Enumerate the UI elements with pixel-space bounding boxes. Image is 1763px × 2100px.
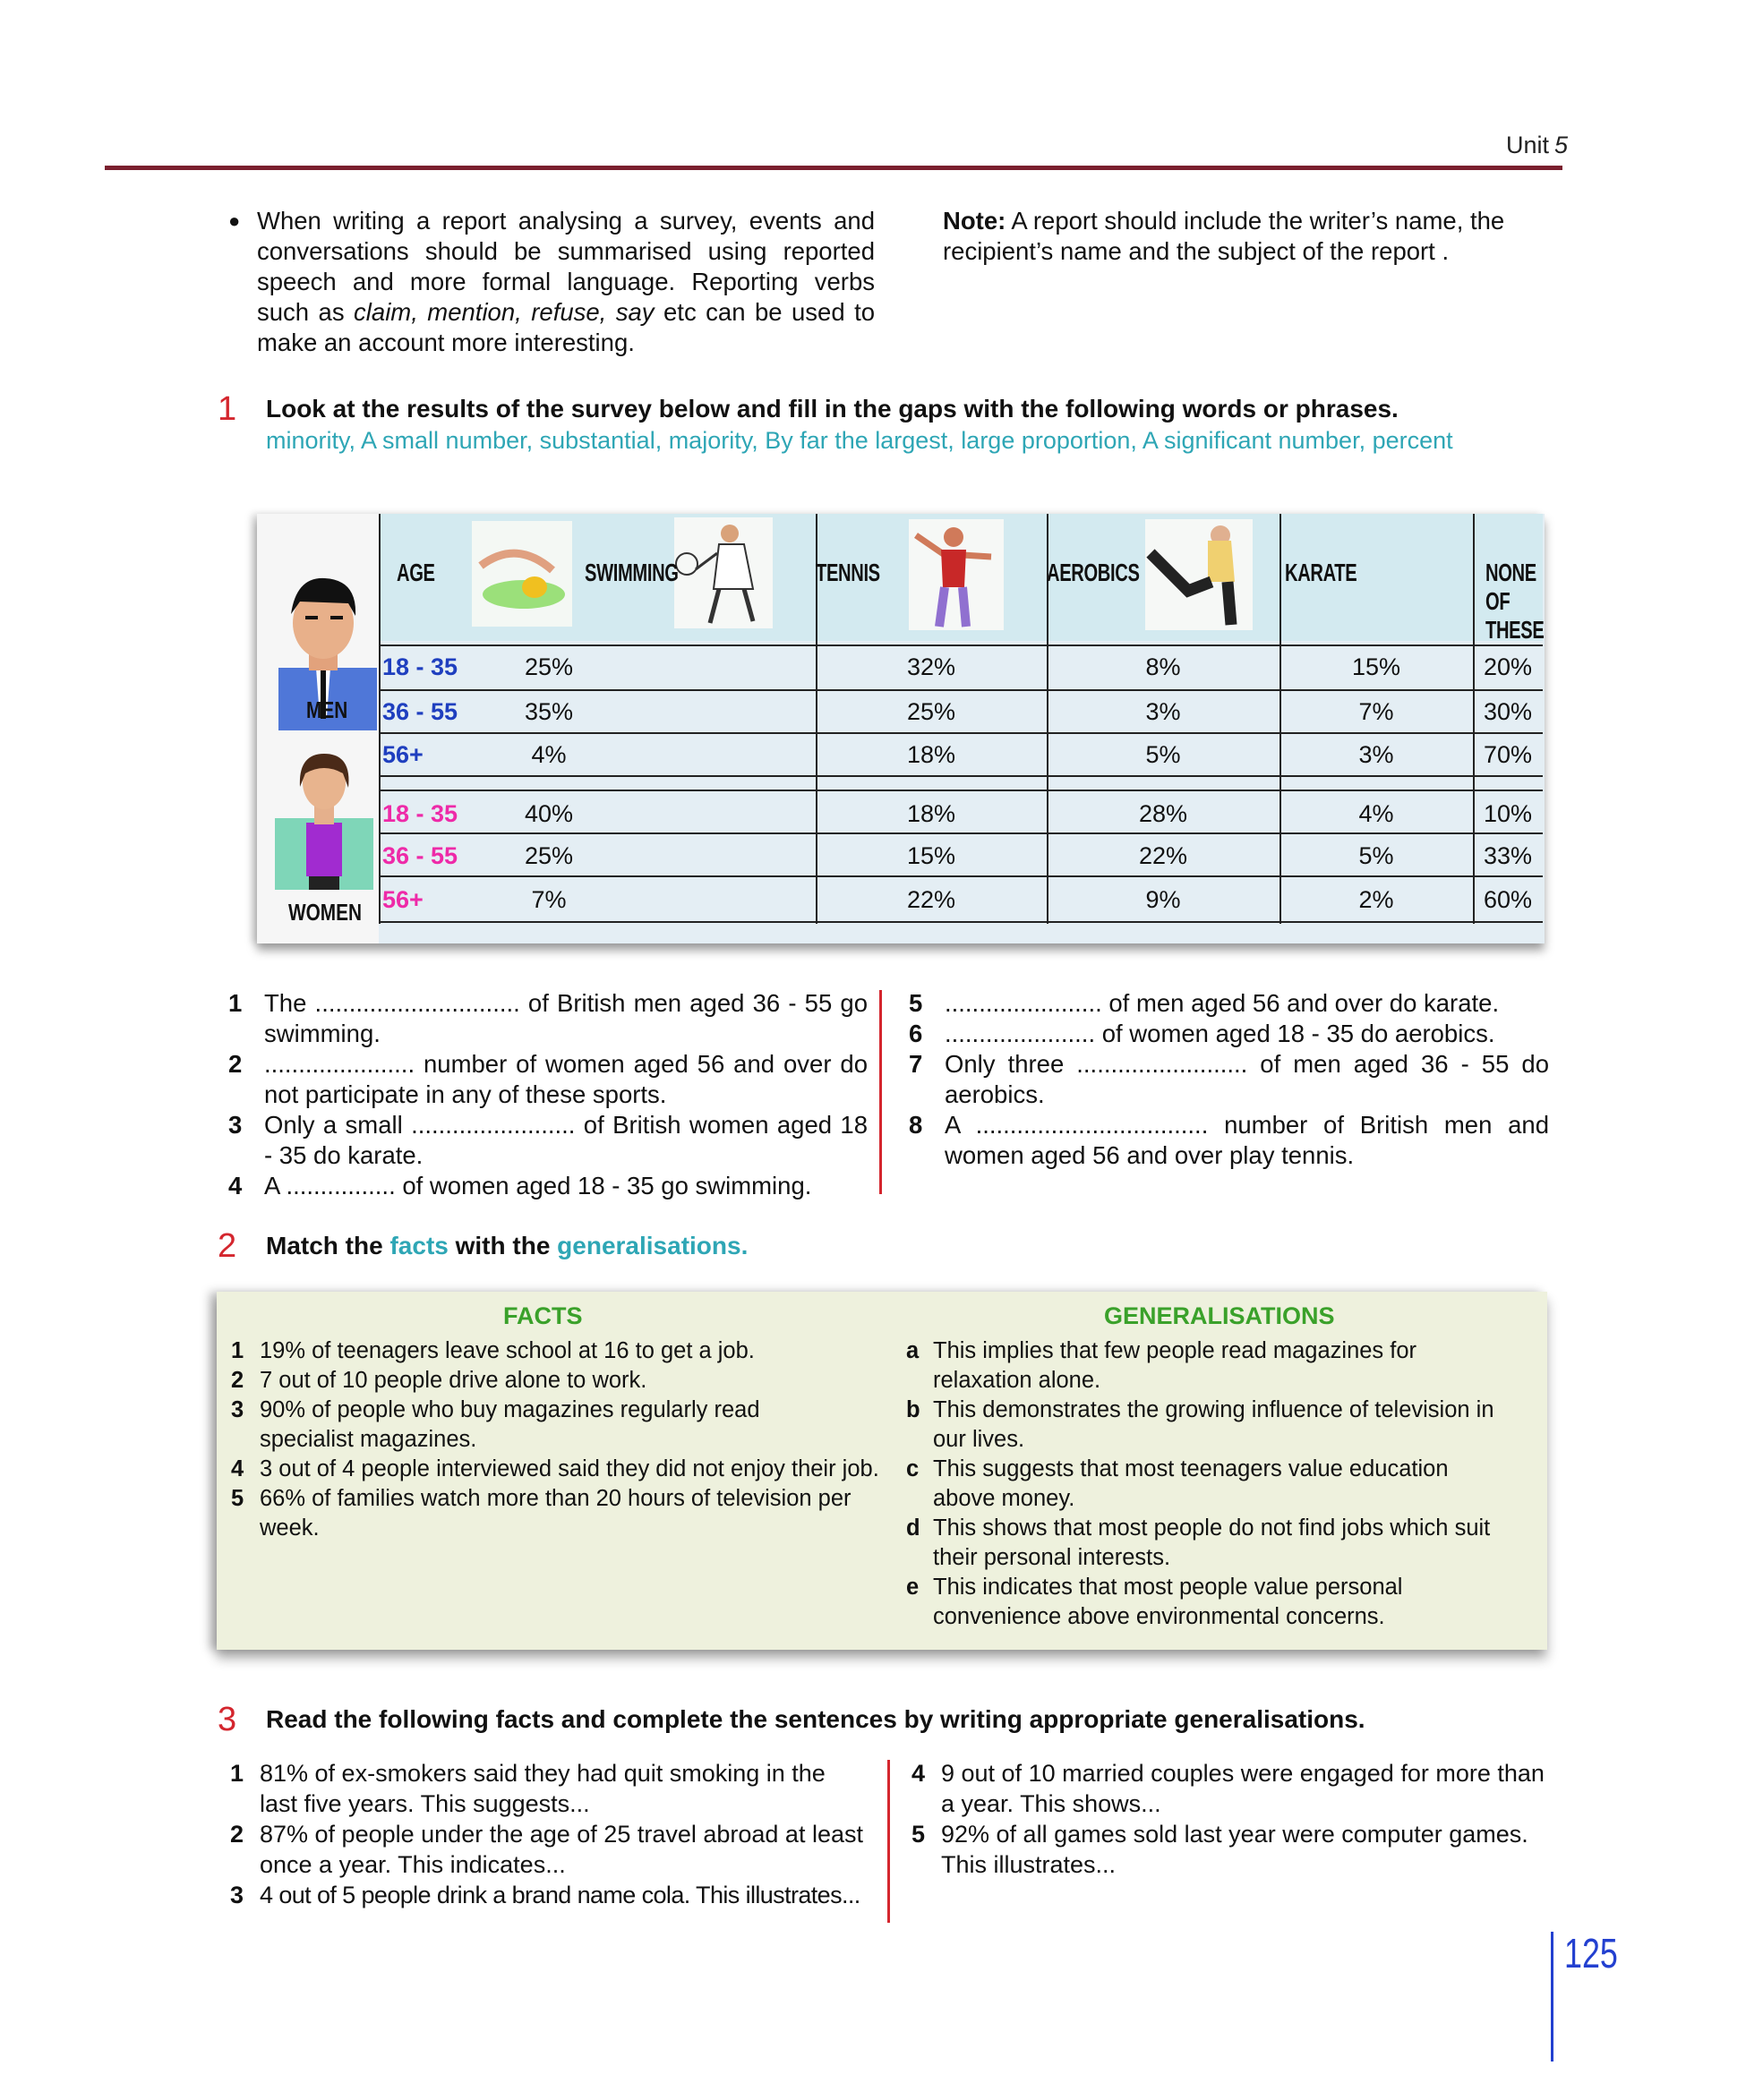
list-item: 2 ...................... number of women aged 56 and over do not participate in any of these sports. [228,1050,868,1108]
list-item: 1 81% of ex-smokers said they had quit smoking in the last five years. This suggests... [230,1760,826,1817]
exercise-1-number: 1 [218,390,237,428]
grid-hline [379,832,1543,834]
grid-vline [379,514,381,924]
table-cell: 4% [1358,800,1394,827]
table-cell: 8% [1145,653,1181,680]
karate-icon [1145,519,1253,630]
men-label: MEN [306,696,348,723]
table-cell: 25% [524,653,574,680]
table-cell: 18% [906,741,956,768]
table-cell: 5% [1145,741,1181,768]
table-cell: 28% [1138,800,1188,827]
unit-label: Unit 5 [1505,132,1568,158]
list-item: e This indicates that most people value personal convenience above environmental concerns. [906,1575,1403,1629]
age-men-36-55: 36 - 55 [382,698,458,725]
table-cell: 2% [1358,886,1394,913]
ex3-right-list [911,1758,1549,1880]
list-item: 3 90% of people who buy magazines regularly read specialist magazines. [231,1397,760,1452]
survey-table [257,514,1545,943]
grid-hline [379,775,1543,777]
table-cell: 5% [1358,842,1394,869]
table-cell: 7% [531,886,567,913]
list-item: a This implies that few people read magazines for relaxation alone. [906,1338,1417,1393]
table-cell: 9% [1145,886,1181,913]
generalisations-list [906,1336,1515,1632]
column-divider [887,1760,890,1923]
intro-note: Note: A report should include the writer’s name, the recipient’s name and the subject of the report . [943,207,1505,265]
aerobics-icon [909,519,1004,630]
list-item: 2 7 out of 10 people drive alone to work. [231,1368,647,1393]
grid-hline [379,689,1543,691]
women-label: WOMEN [288,899,363,926]
swimming-icon [472,521,572,627]
list-item: 1 The .............................. of British men aged 36 - 55 go swimming. [228,989,868,1047]
table-cell: 25% [524,842,574,869]
list-item: 4 A ................ of women aged 18 - 35 go swimming. [228,1172,812,1199]
table-cell: 32% [906,653,956,680]
intro-bullet-text: ● When writing a report analysing a survey, events and conversations should be summarised using reported speech and more formal language. Reporting verbs such as claim, mention, refuse, say etc can be used to make an account more interesting. [228,207,875,356]
table-cell: 4% [531,741,567,768]
woman-illustration-icon [275,747,373,899]
table-cell: 60% [1483,886,1533,913]
column-divider [879,990,882,1194]
survey-grid [379,514,1543,943]
col-header-aerobics: AEROBICS [1047,559,1140,586]
age-men-56plus: 56+ [382,741,424,768]
table-cell: 3% [1145,698,1181,725]
list-item: 3 4 out of 5 people drink a brand name cola. This illustrates... [230,1882,860,1908]
table-cell: 15% [1351,653,1401,680]
table-cell: 20% [1483,653,1533,680]
list-item: 4 3 out of 4 people interviewed said they did not enjoy their job. [231,1456,879,1481]
exercise-1-wordlist: minority, A small number, substantial, majority, By far the largest, large proportion, A significant number, percent [266,427,1453,454]
facts-generalisations-box [217,1292,1547,1650]
exercise-2-instruction: Match the facts with the generalisations. [266,1232,749,1259]
col-header-age: AGE [397,559,435,586]
grid-hline [379,645,1543,646]
list-item: 3 Only a small ........................ of British women aged 18 - 35 do karate. [228,1111,868,1169]
list-item: 2 87% of people under the age of 25 travel abroad at least once a year. This indicates... [230,1821,863,1878]
table-cell: 22% [1138,842,1188,869]
table-cell: 33% [1483,842,1533,869]
grid-hline [379,875,1543,877]
grid-hline [379,732,1543,734]
tennis-icon [674,517,773,628]
facts-list [231,1336,883,1543]
list-item: 7 Only three ......................... of men aged 36 - 55 do aerobics. [909,1050,1549,1108]
exercise-2-number: 2 [218,1227,237,1265]
age-women-36-55: 36 - 55 [382,842,458,869]
table-cell: 3% [1358,741,1394,768]
page-number: 125 [1564,1930,1618,1976]
exercise-3-instruction: Read the following facts and complete the sentences by writing appropriate generalisations. [266,1705,1365,1733]
list-item: b This demonstrates the growing influence of television in our lives. [906,1397,1494,1452]
exercise-1-instruction: Look at the results of the survey below and fill in the gaps with the following words or phrases. [266,395,1399,423]
ex3-left-list [230,1758,868,1910]
facts-title: FACTS [503,1302,583,1329]
header-rule [105,166,1562,170]
table-cell: 35% [524,698,574,725]
exercise-3-number: 3 [218,1701,237,1738]
list-item: 6 ...................... of women aged 18 - 35 do aerobics. [909,1020,1495,1047]
list-item: c This suggests that most teenagers value education above money. [906,1456,1449,1511]
table-cell: 70% [1483,741,1533,768]
col-header-karate: KARATE [1285,559,1357,586]
col-header-tennis: TENNIS [816,559,880,586]
table-cell: 7% [1358,698,1394,725]
age-women-18-35: 18 - 35 [382,800,458,827]
grid-hline [379,921,1543,923]
table-cell: 15% [906,842,956,869]
col-header-none: NONE OF THESE [1485,559,1545,644]
list-item: 8 A .................................. number of British men and women aged 56 and over play tennis. [909,1111,1549,1169]
grid-hline [379,790,1543,791]
table-cell: 22% [906,886,956,913]
table-cell: 40% [524,800,574,827]
age-women-56plus: 56+ [382,886,424,913]
list-item: 4 9 out of 10 married couples were engaged for more than a year. This shows... [911,1760,1545,1817]
list-item: 5 92% of all games sold last year were computer games. This illustrates... [911,1821,1528,1878]
ex1-sentences-right [909,988,1549,1171]
list-item: 5 ....................... of men aged 56 and over do karate. [909,989,1500,1017]
page-number-rule [1551,1932,1553,2062]
age-men-18-35: 18 - 35 [382,653,458,680]
table-cell: 25% [906,698,956,725]
table-cell: 18% [906,800,956,827]
list-item: 5 66% of families watch more than 20 hours of television per week. [231,1486,852,1541]
list-item: 1 19% of teenagers leave school at 16 to get a job. [231,1338,755,1363]
col-header-swimming: SWIMMING [585,559,679,586]
table-cell: 10% [1483,800,1533,827]
bullet-icon: ● [228,209,241,232]
generalisations-title: GENERALISATIONS [1104,1302,1335,1329]
list-item: d This shows that most people do not find jobs which suit their personal interests. [906,1515,1491,1570]
table-cell: 30% [1483,698,1533,725]
ex1-sentences-left [228,988,868,1201]
